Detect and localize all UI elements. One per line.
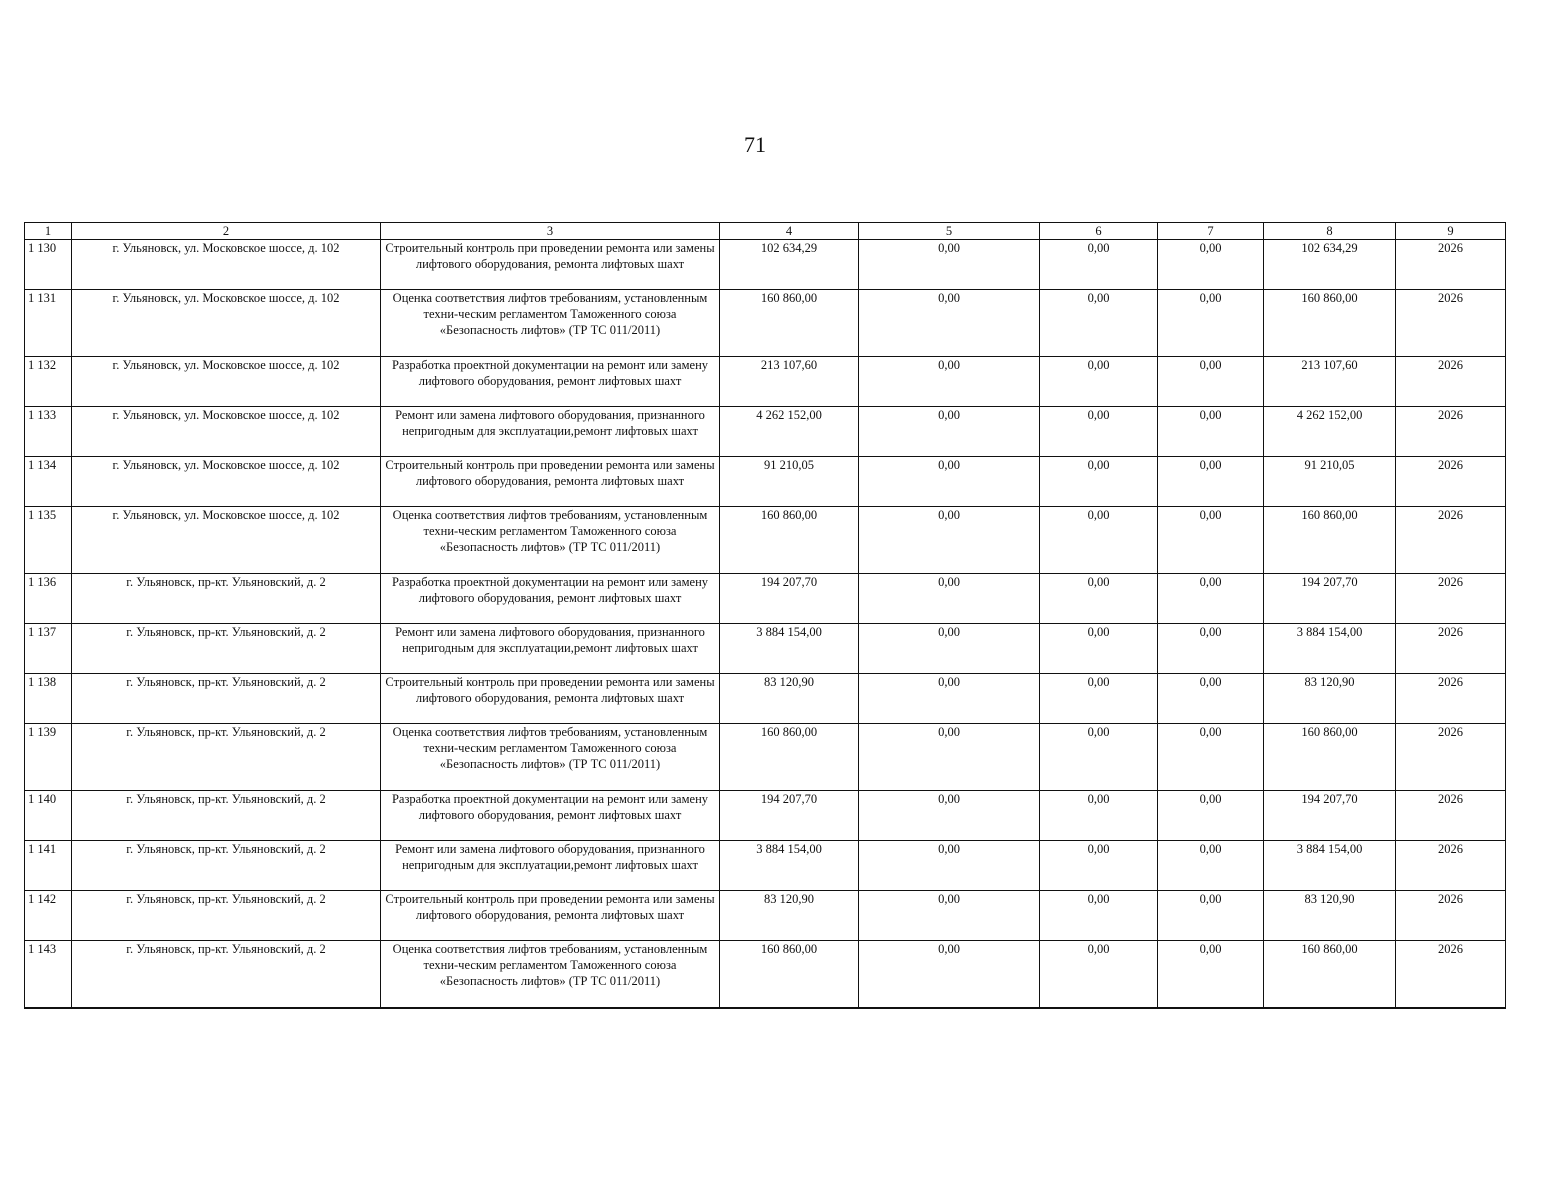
table-row (25, 574, 1506, 624)
value-cell-4: 83 120,90 (720, 674, 859, 724)
value-cell-6: 0,00 (1040, 891, 1158, 941)
work-type-cell: Оценка соответствия лифтов требованиям, установленным техни-ческим регламентом Таможенного союза «Безопасность лифтов» (ТР ТС 011/2011) (381, 941, 720, 1009)
row-number: 1 132 (25, 357, 72, 407)
table-row (25, 357, 1506, 407)
year-cell: 2026 (1396, 290, 1506, 357)
value-cell-6: 0,00 (1040, 507, 1158, 574)
works-table (24, 222, 1506, 1009)
value-cell-5: 0,00 (859, 891, 1040, 941)
value-cell-7: 0,00 (1158, 240, 1264, 290)
value-cell-8: 160 860,00 (1264, 290, 1396, 357)
header-cell: 5 (859, 223, 1040, 240)
value-cell-4: 194 207,70 (720, 574, 859, 624)
row-number: 1 133 (25, 407, 72, 457)
value-cell-5: 0,00 (859, 791, 1040, 841)
row-number: 1 141 (25, 841, 72, 891)
header-row (25, 223, 1506, 240)
value-cell-6: 0,00 (1040, 941, 1158, 1009)
value-cell-6: 0,00 (1040, 457, 1158, 507)
year-cell: 2026 (1396, 791, 1506, 841)
table-row (25, 941, 1506, 1009)
value-cell-8: 3 884 154,00 (1264, 624, 1396, 674)
value-cell-5: 0,00 (859, 841, 1040, 891)
year-cell: 2026 (1396, 457, 1506, 507)
value-cell-7: 0,00 (1158, 507, 1264, 574)
value-cell-5: 0,00 (859, 407, 1040, 457)
table-row (25, 674, 1506, 724)
table-row (25, 507, 1506, 574)
work-type-cell: Строительный контроль при проведении ремонта или замены лифтового оборудования, ремонта лифтовых шахт (381, 891, 720, 941)
value-cell-4: 160 860,00 (720, 941, 859, 1009)
year-cell: 2026 (1396, 724, 1506, 791)
value-cell-8: 83 120,90 (1264, 674, 1396, 724)
value-cell-5: 0,00 (859, 507, 1040, 574)
work-type-cell: Разработка проектной документации на ремонт или замену лифтового оборудования, ремонт лифтовых шахт (381, 791, 720, 841)
header-cell: 1 (25, 223, 72, 240)
work-type-cell: Разработка проектной документации на ремонт или замену лифтового оборудования, ремонт лифтовых шахт (381, 357, 720, 407)
row-number: 1 137 (25, 624, 72, 674)
row-number: 1 138 (25, 674, 72, 724)
value-cell-4: 213 107,60 (720, 357, 859, 407)
value-cell-7: 0,00 (1158, 891, 1264, 941)
header-cell: 8 (1264, 223, 1396, 240)
table-row (25, 407, 1506, 457)
work-type-cell: Ремонт или замена лифтового оборудования, признанного непригодным для эксплуатации,ремонт лифтовых шахт (381, 624, 720, 674)
row-number: 1 139 (25, 724, 72, 791)
value-cell-6: 0,00 (1040, 240, 1158, 290)
year-cell: 2026 (1396, 624, 1506, 674)
table-row (25, 791, 1506, 841)
table-row (25, 724, 1506, 791)
value-cell-5: 0,00 (859, 240, 1040, 290)
year-cell: 2026 (1396, 891, 1506, 941)
value-cell-4: 3 884 154,00 (720, 624, 859, 674)
page-number: 71 (744, 132, 766, 157)
address-cell: г. Ульяновск, пр-кт. Ульяновский, д. 2 (72, 624, 381, 674)
year-cell: 2026 (1396, 507, 1506, 574)
value-cell-6: 0,00 (1040, 357, 1158, 407)
header-cell: 7 (1158, 223, 1264, 240)
value-cell-8: 102 634,29 (1264, 240, 1396, 290)
value-cell-6: 0,00 (1040, 724, 1158, 791)
value-cell-5: 0,00 (859, 941, 1040, 1009)
header-cell: 6 (1040, 223, 1158, 240)
value-cell-7: 0,00 (1158, 624, 1264, 674)
row-number: 1 131 (25, 290, 72, 357)
work-type-cell: Оценка соответствия лифтов требованиям, установленным техни-ческим регламентом Таможенного союза «Безопасность лифтов» (ТР ТС 011/2011) (381, 290, 720, 357)
address-cell: г. Ульяновск, пр-кт. Ульяновский, д. 2 (72, 791, 381, 841)
value-cell-8: 213 107,60 (1264, 357, 1396, 407)
address-cell: г. Ульяновск, ул. Московское шоссе, д. 102 (72, 507, 381, 574)
year-cell: 2026 (1396, 574, 1506, 624)
value-cell-8: 160 860,00 (1264, 724, 1396, 791)
value-cell-4: 160 860,00 (720, 724, 859, 791)
value-cell-4: 3 884 154,00 (720, 841, 859, 891)
value-cell-8: 194 207,70 (1264, 574, 1396, 624)
value-cell-8: 83 120,90 (1264, 891, 1396, 941)
value-cell-5: 0,00 (859, 674, 1040, 724)
value-cell-8: 160 860,00 (1264, 941, 1396, 1009)
value-cell-7: 0,00 (1158, 407, 1264, 457)
work-type-cell: Строительный контроль при проведении ремонта или замены лифтового оборудования, ремонта лифтовых шахт (381, 240, 720, 290)
address-cell: г. Ульяновск, пр-кт. Ульяновский, д. 2 (72, 724, 381, 791)
table-row (25, 841, 1506, 891)
row-number: 1 135 (25, 507, 72, 574)
value-cell-4: 102 634,29 (720, 240, 859, 290)
address-cell: г. Ульяновск, пр-кт. Ульяновский, д. 2 (72, 674, 381, 724)
address-cell: г. Ульяновск, ул. Московское шоссе, д. 102 (72, 457, 381, 507)
work-type-cell: Ремонт или замена лифтового оборудования, признанного непригодным для эксплуатации,ремонт лифтовых шахт (381, 407, 720, 457)
value-cell-8: 194 207,70 (1264, 791, 1396, 841)
work-type-cell: Строительный контроль при проведении ремонта или замены лифтового оборудования, ремонта лифтовых шахт (381, 457, 720, 507)
address-cell: г. Ульяновск, ул. Московское шоссе, д. 102 (72, 407, 381, 457)
table-row (25, 891, 1506, 941)
header-cell: 4 (720, 223, 859, 240)
work-type-cell: Оценка соответствия лифтов требованиям, установленным техни-ческим регламентом Таможенного союза «Безопасность лифтов» (ТР ТС 011/2011) (381, 507, 720, 574)
value-cell-7: 0,00 (1158, 941, 1264, 1009)
value-cell-4: 4 262 152,00 (720, 407, 859, 457)
row-number: 1 142 (25, 891, 72, 941)
header-cell: 3 (381, 223, 720, 240)
value-cell-7: 0,00 (1158, 574, 1264, 624)
table-row (25, 457, 1506, 507)
value-cell-7: 0,00 (1158, 457, 1264, 507)
value-cell-6: 0,00 (1040, 624, 1158, 674)
value-cell-6: 0,00 (1040, 841, 1158, 891)
value-cell-4: 194 207,70 (720, 791, 859, 841)
table-row (25, 240, 1506, 290)
year-cell: 2026 (1396, 357, 1506, 407)
value-cell-8: 160 860,00 (1264, 507, 1396, 574)
value-cell-6: 0,00 (1040, 674, 1158, 724)
value-cell-8: 3 884 154,00 (1264, 841, 1396, 891)
value-cell-7: 0,00 (1158, 841, 1264, 891)
row-number: 1 130 (25, 240, 72, 290)
value-cell-4: 160 860,00 (720, 290, 859, 357)
address-cell: г. Ульяновск, ул. Московское шоссе, д. 102 (72, 290, 381, 357)
value-cell-4: 160 860,00 (720, 507, 859, 574)
value-cell-6: 0,00 (1040, 574, 1158, 624)
work-type-cell: Разработка проектной документации на ремонт или замену лифтового оборудования, ремонт лифтовых шахт (381, 574, 720, 624)
value-cell-7: 0,00 (1158, 674, 1264, 724)
table-row (25, 290, 1506, 357)
value-cell-7: 0,00 (1158, 791, 1264, 841)
address-cell: г. Ульяновск, пр-кт. Ульяновский, д. 2 (72, 841, 381, 891)
row-number: 1 143 (25, 941, 72, 1009)
work-type-cell: Оценка соответствия лифтов требованиям, установленным техни-ческим регламентом Таможенного союза «Безопасность лифтов» (ТР ТС 011/2011) (381, 724, 720, 791)
header-cell: 9 (1396, 223, 1506, 240)
value-cell-7: 0,00 (1158, 290, 1264, 357)
value-cell-6: 0,00 (1040, 407, 1158, 457)
row-number: 1 134 (25, 457, 72, 507)
value-cell-7: 0,00 (1158, 724, 1264, 791)
year-cell: 2026 (1396, 674, 1506, 724)
value-cell-5: 0,00 (859, 457, 1040, 507)
work-type-cell: Строительный контроль при проведении ремонта или замены лифтового оборудования, ремонта лифтовых шахт (381, 674, 720, 724)
value-cell-4: 83 120,90 (720, 891, 859, 941)
value-cell-5: 0,00 (859, 290, 1040, 357)
row-number: 1 136 (25, 574, 72, 624)
value-cell-8: 91 210,05 (1264, 457, 1396, 507)
value-cell-6: 0,00 (1040, 290, 1158, 357)
table-row (25, 624, 1506, 674)
year-cell: 2026 (1396, 240, 1506, 290)
value-cell-5: 0,00 (859, 574, 1040, 624)
address-cell: г. Ульяновск, пр-кт. Ульяновский, д. 2 (72, 941, 381, 1009)
value-cell-6: 0,00 (1040, 791, 1158, 841)
year-cell: 2026 (1396, 407, 1506, 457)
value-cell-5: 0,00 (859, 724, 1040, 791)
value-cell-5: 0,00 (859, 357, 1040, 407)
year-cell: 2026 (1396, 841, 1506, 891)
year-cell: 2026 (1396, 941, 1506, 1009)
header-cell: 2 (72, 223, 381, 240)
value-cell-8: 4 262 152,00 (1264, 407, 1396, 457)
value-cell-7: 0,00 (1158, 357, 1264, 407)
value-cell-4: 91 210,05 (720, 457, 859, 507)
work-type-cell: Ремонт или замена лифтового оборудования, признанного непригодным для эксплуатации,ремонт лифтовых шахт (381, 841, 720, 891)
address-cell: г. Ульяновск, ул. Московское шоссе, д. 102 (72, 240, 381, 290)
address-cell: г. Ульяновск, ул. Московское шоссе, д. 102 (72, 357, 381, 407)
value-cell-5: 0,00 (859, 624, 1040, 674)
row-number: 1 140 (25, 791, 72, 841)
address-cell: г. Ульяновск, пр-кт. Ульяновский, д. 2 (72, 574, 381, 624)
address-cell: г. Ульяновск, пр-кт. Ульяновский, д. 2 (72, 891, 381, 941)
